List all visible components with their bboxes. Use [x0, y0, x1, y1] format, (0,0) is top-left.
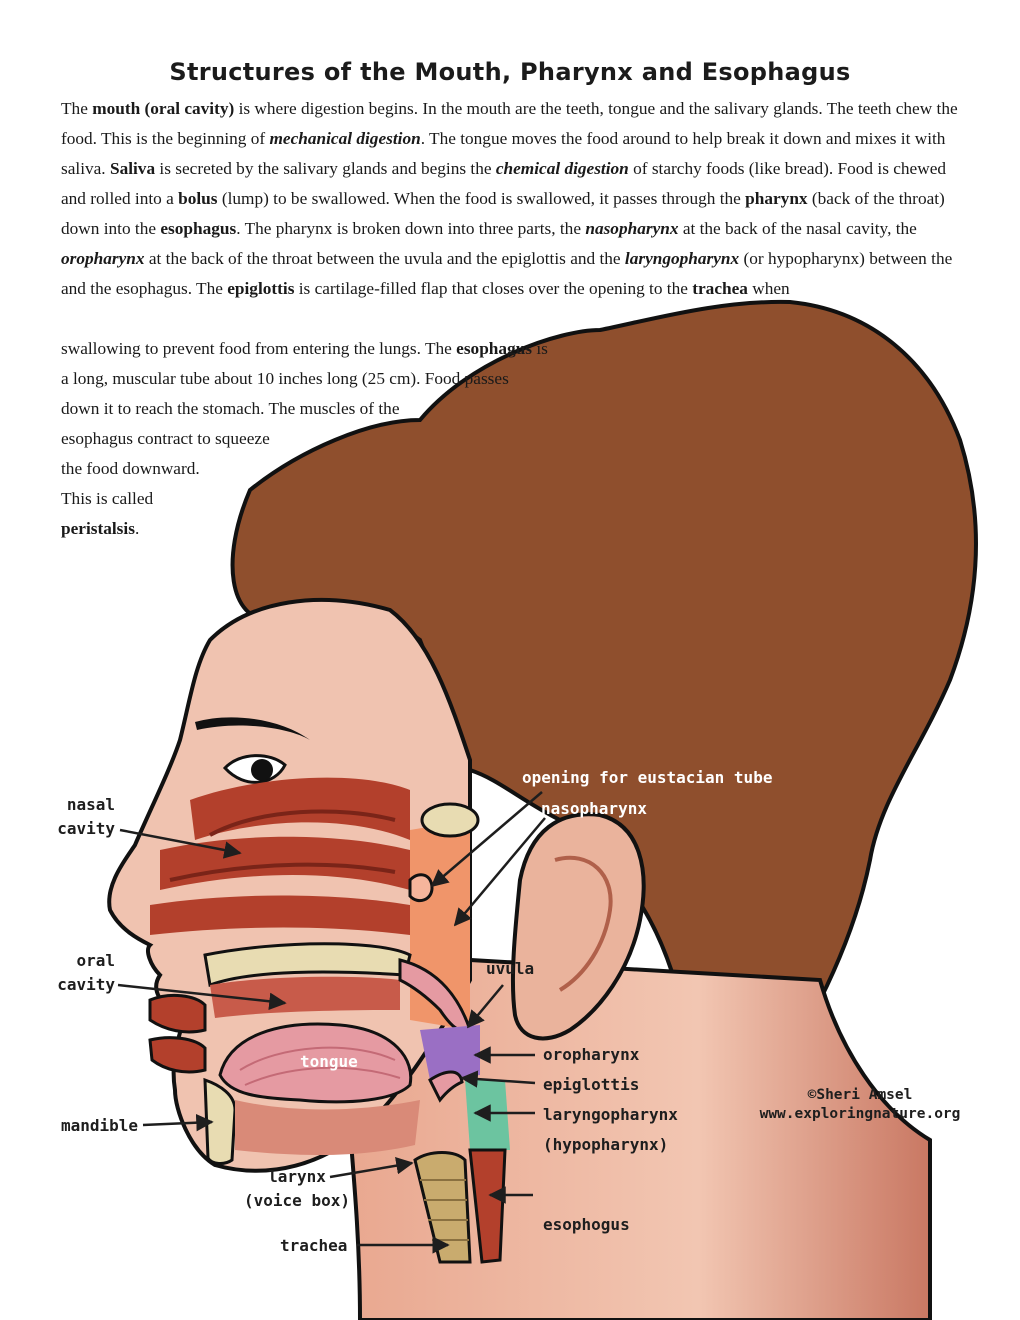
label-nasopharynx: nasopharynx	[541, 799, 647, 818]
credit-website: www.exploringnature.org	[759, 1106, 961, 1122]
label-uvula: uvula	[486, 959, 535, 978]
label-nasal-cavity: nasal cavity	[57, 795, 115, 838]
eustacian-tube-opening	[410, 875, 432, 901]
sinus-bone	[422, 804, 478, 836]
label-tongue: tongue	[300, 1052, 358, 1071]
label-oropharynx: oropharynx	[543, 1045, 640, 1064]
laryngopharynx-region	[465, 1080, 510, 1150]
label-hypopharynx: (hypopharynx)	[543, 1135, 669, 1154]
label-trachea: trachea	[280, 1236, 348, 1255]
intro-paragraph-continued: swallowing to prevent food from entering the lungs. The esophagus is a long, muscular tube about 10 inches long (25 cm). Food passes down it to reach the stomach. The muscles of the esophagus contract to squeeze the food downward. This is called peristalsis.	[61, 339, 548, 538]
lips	[150, 995, 205, 1032]
credit-author: ©Sheri Amsel	[807, 1087, 913, 1103]
label-oral-cavity: oral cavity	[57, 951, 115, 994]
label-laryngopharynx: laryngopharynx	[543, 1105, 678, 1124]
intro-paragraph: The mouth (oral cavity) is where digestion begins. In the mouth are the teeth, tongue and the salivary glands. The teeth chew the food. This is the beginning of mechanical digestion. The tongue moves the food around to help break it down and mixes it with saliva. Saliva is secreted by the salivary glands and begins the chemical digestion of starchy foods (like bread). Food is chewed and rolled into a bolus (lump) to be swallowed. When the food is swallowed, it passes through the pharynx (back of the throat) down into the esophagus. The pharynx is broken down into three parts, the nasopharynx at the back of the nasal cavity, the oropharynx at the back of the throat between the uvula and the epiglottis and the laryngopharynx (or hypopharynx) between the and the esophagus. The epiglottis is cartilage-filled flap that closes over the opening to the trachea when	[61, 99, 958, 298]
copyright-credit	[730, 1087, 990, 1122]
label-mandible: mandible	[61, 1116, 139, 1135]
page-title: Structures of the Mouth, Pharynx and Esophagus	[169, 58, 851, 86]
label-epiglottis: epiglottis	[543, 1075, 640, 1094]
label-eustacian-tube: opening for eustacian tube	[522, 768, 773, 787]
label-esophagus: esophogus	[543, 1215, 630, 1234]
label-larynx: larynx (voice box)	[244, 1167, 350, 1210]
